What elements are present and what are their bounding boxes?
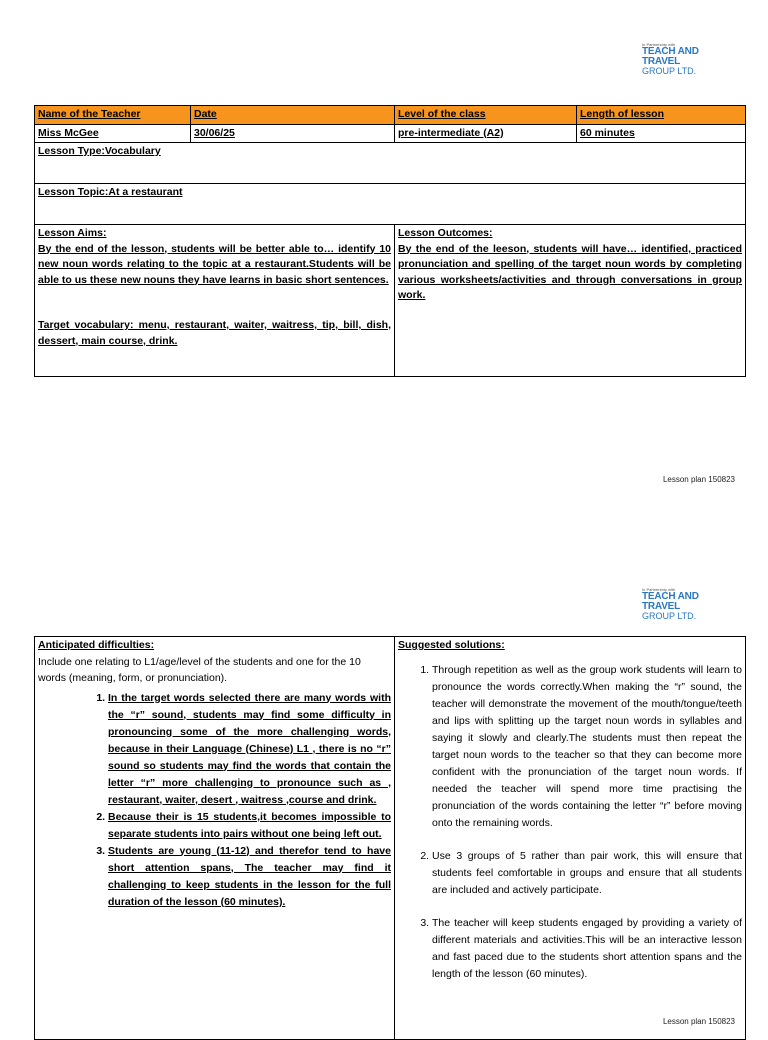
- values-row: [35, 124, 746, 143]
- solution-item: 3. The teacher will keep students engaged by providing a variety of different materials and activities.This will be an interactive lesson and fast paced due to the students short attention spans and the length of the lesson (60 minutes).: [432, 915, 742, 983]
- header-date: Date: [191, 106, 395, 125]
- lesson-topic: Lesson Topic:At a restaurant: [38, 186, 183, 198]
- difficulty-item: 3. Students are young (11-12) and therefor tend to have short attention spans, The teacher may find it challenging to keep students in the lesson for the full duration of the lesson (60 minutes).: [108, 843, 391, 911]
- difficulty-item: 1. In the target words selected there are many words with the “r” sound, students may find some difficulty in pronouncing some of the more challenging words, because in their Language (Chinese) L1 , there is no “r” sound so students may find the words that contain the letter “r” more challenging to pronounce such as , restaurant, waiter, desert , waitress ,course and drink.: [108, 690, 391, 809]
- logo-partnership-text: In Partnership with: [642, 42, 676, 47]
- difficulties-intro: Include one relating to L1/age/level of the students and one for the 10 words (meaning, form, or pronunciation).: [38, 655, 361, 684]
- aims-outcomes-row: [35, 225, 746, 377]
- outcomes-label: Lesson Outcomes:: [398, 227, 493, 239]
- header-level: Level of the class: [395, 106, 577, 125]
- logo-line1: TEACH AND TRAVEL: [642, 591, 699, 612]
- lesson-info-table: [34, 105, 746, 377]
- header-length: Length of lesson: [577, 106, 746, 125]
- page2-footer: Lesson plan 150823: [662, 1017, 735, 1026]
- difficulties-solutions-row: [35, 637, 746, 1040]
- lesson-type: Lesson Type:Vocabulary: [38, 145, 161, 157]
- aims-cell: [35, 225, 395, 377]
- logo-line2: GROUP LTD.: [642, 611, 697, 621]
- logo-line2: GROUP LTD.: [642, 66, 697, 76]
- lesson-topic-row: [35, 184, 746, 225]
- lesson-topic-cell: [35, 184, 746, 225]
- aims-label: Lesson Aims:: [38, 227, 107, 239]
- value-teacher: Miss McGee: [35, 124, 191, 143]
- logo-line1: TEACH AND TRAVEL: [642, 46, 699, 67]
- outcomes-text: By the end of the leeson, students will have… identified, practiced pronunciation and spelling of the target noun words by completing various worksheets/activities and through conversations in group work.: [398, 242, 742, 301]
- aims-text: By the end of the lesson, students will be better able to… identify 10 new noun words relating to the topic at a restaurant.Students will be able to us these new nouns they have learns in basic short sentences.: [38, 242, 391, 286]
- header-row: [35, 106, 746, 125]
- value-level: pre-intermediate (A2): [395, 124, 577, 143]
- value-date: 30/06/25: [191, 124, 395, 143]
- target-vocabulary: Target vocabulary: menu, restaurant, waiter, waitress, tip, bill, dish, dessert, main course, drink.: [38, 319, 391, 347]
- difficulties-label: Anticipated difficulties:: [38, 639, 155, 651]
- solution-item: 1. Through repetition as well as the group work students will learn to pronounce the words correctly.When making the “r” sound, the teacher will demonstrate the movement of the mouth/tongue/teeth and lips with splitting up the target noun words in syllables and saying it slowly and clearly.The students must then repeat the target noun words to the teacher so that they can become more confident with the pronunciation of the target noun words. If needed the teacher will spend more time practising the pronunciation of the words containing the letter “r” before moving onto the remaining words.: [432, 662, 742, 832]
- logo: [642, 42, 722, 76]
- solution-item: 2. Use 3 groups of 5 rather than pair work, this will ensure that students feel comfortable in groups and ensure that all students are included and actively participate.: [432, 848, 742, 899]
- difficulties-list: [38, 690, 391, 911]
- value-length: 60 minutes: [577, 124, 746, 143]
- logo-partnership-text: In Partnership with: [642, 587, 676, 592]
- lesson-type-row: [35, 143, 746, 184]
- solutions-list: [398, 662, 742, 983]
- difficulties-cell: [35, 637, 395, 1040]
- logo-page2: [642, 587, 722, 621]
- header-teacher: Name of the Teacher: [35, 106, 191, 125]
- page1-footer: Lesson plan 150823: [662, 475, 735, 484]
- solutions-label: Suggested solutions:: [398, 639, 505, 651]
- solutions-cell: [395, 637, 746, 1040]
- difficulties-solutions-table: [34, 636, 746, 1040]
- outcomes-cell: [395, 225, 746, 377]
- lesson-type-cell: [35, 143, 746, 184]
- difficulty-item: 2. Because their is 15 students,it becomes impossible to separate students into pairs without one being left out.: [108, 809, 391, 843]
